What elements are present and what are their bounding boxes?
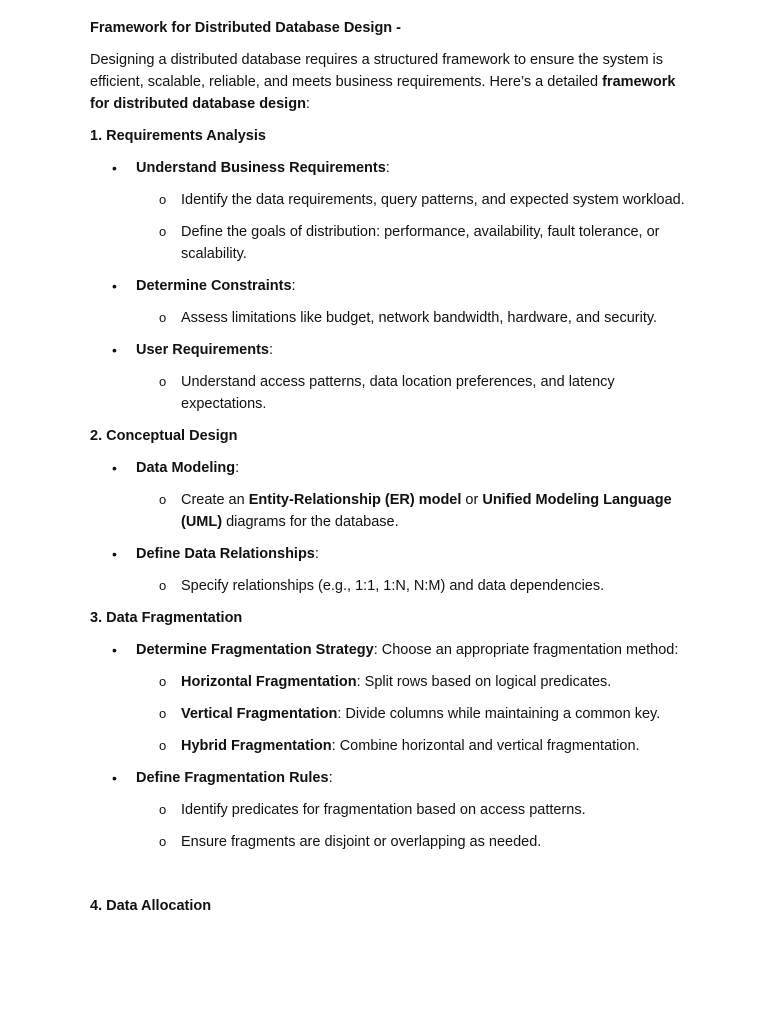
sub-item-bold-text: Hybrid Fragmentation xyxy=(181,738,332,754)
item-label: Data Modeling xyxy=(136,460,236,476)
sub-item-bold-text: Entity-Relationship (ER) model xyxy=(248,492,462,508)
sub-list-item xyxy=(136,575,690,597)
sub-item-text: or xyxy=(461,492,483,508)
sub-list-item xyxy=(136,831,690,853)
bullet-icon: • xyxy=(112,278,117,294)
sub-list xyxy=(136,189,690,265)
bullet-icon: • xyxy=(112,460,117,476)
sub-item-text: diagrams for the database. xyxy=(222,514,399,530)
document-page xyxy=(90,17,690,927)
sub-list-item xyxy=(136,799,690,821)
sub-item-bold-text: Vertical Fragmentation xyxy=(181,706,338,722)
intro-paragraph xyxy=(90,49,690,115)
list-item xyxy=(90,767,690,853)
sub-list-item xyxy=(136,307,690,329)
list-item xyxy=(90,543,690,597)
section-list-requirements xyxy=(90,157,690,415)
sub-list-item xyxy=(136,489,690,533)
item-separator: : xyxy=(268,342,273,358)
intro-tail: : xyxy=(305,96,310,112)
sub-list xyxy=(136,671,690,757)
list-item xyxy=(90,275,690,329)
sub-item-bold-text: Unified Modeling Language (UML) xyxy=(181,492,672,530)
list-item xyxy=(90,339,690,415)
circle-bullet-icon: o xyxy=(159,492,167,507)
sub-item-text: Identify predicates for fragmentation based on access patterns. xyxy=(181,802,586,818)
sub-item-text: : Divide columns while maintaining a common key. xyxy=(337,706,661,722)
section-heading-data-allocation: 4. Data Allocation xyxy=(90,898,212,914)
item-label: User Requirements xyxy=(136,342,269,358)
circle-bullet-icon: o xyxy=(159,224,167,239)
sub-list xyxy=(136,371,690,415)
sub-item-text: : Split rows based on logical predicates. xyxy=(356,674,612,690)
bullet-icon: • xyxy=(112,342,117,358)
sub-list-item xyxy=(136,371,690,415)
sub-item-text: Assess limitations like budget, network bandwidth, hardware, and security. xyxy=(181,310,658,326)
sub-item-text: Ensure fragments are disjoint or overlapping as needed. xyxy=(181,834,542,850)
circle-bullet-icon: o xyxy=(159,802,167,817)
circle-bullet-icon: o xyxy=(159,738,167,753)
sub-list xyxy=(136,575,690,597)
list-item xyxy=(90,157,690,265)
sub-list xyxy=(136,489,690,533)
item-label: Define Fragmentation Rules xyxy=(136,770,329,786)
section-heading-data-fragmentation: 3. Data Fragmentation xyxy=(90,610,243,626)
sub-item-text: Understand access patterns, data location preferences, and latency expectations. xyxy=(181,374,615,412)
item-separator: : xyxy=(314,546,319,562)
sub-item-text: Create an xyxy=(181,492,249,508)
sub-list-item xyxy=(136,735,690,757)
bullet-icon: • xyxy=(112,160,117,176)
sub-list xyxy=(136,799,690,853)
item-separator: : xyxy=(291,278,296,294)
sub-item-text: Identify the data requirements, query patterns, and expected system workload. xyxy=(181,192,685,208)
bullet-icon: • xyxy=(112,770,117,786)
sub-list xyxy=(136,307,690,329)
section-spacer xyxy=(90,863,690,895)
sub-item-text: Specify relationships (e.g., 1:1, 1:N, N:M) and data dependencies. xyxy=(181,578,605,594)
intro-bold-text: framework for distributed database design xyxy=(90,74,676,112)
item-separator: : xyxy=(385,160,390,176)
circle-bullet-icon: o xyxy=(159,674,167,689)
sub-item-text: : Combine horizontal and vertical fragmentation. xyxy=(331,738,640,754)
section-list-conceptual-design xyxy=(90,457,690,597)
item-separator: : xyxy=(235,460,240,476)
bullet-icon: • xyxy=(112,546,117,562)
document-title: Framework for Distributed Database Design - xyxy=(90,20,402,36)
section-heading-conceptual-design: 2. Conceptual Design xyxy=(90,428,238,444)
item-label: Define Data Relationships xyxy=(136,546,315,562)
sub-list-item xyxy=(136,703,690,725)
item-label: Determine Fragmentation Strategy xyxy=(136,642,374,658)
sub-item-bold-text: Horizontal Fragmentation xyxy=(181,674,357,690)
section-heading-requirements: 1. Requirements Analysis xyxy=(90,128,266,144)
bullet-icon: • xyxy=(112,642,117,658)
item-separator: : Choose an appropriate fragmentation method: xyxy=(373,642,679,658)
circle-bullet-icon: o xyxy=(159,834,167,849)
circle-bullet-icon: o xyxy=(159,578,167,593)
circle-bullet-icon: o xyxy=(159,192,167,207)
item-separator: : xyxy=(328,770,333,786)
sub-list-item xyxy=(136,671,690,693)
list-item xyxy=(90,457,690,533)
circle-bullet-icon: o xyxy=(159,310,167,325)
sub-list-item xyxy=(136,221,690,265)
intro-text: Designing a distributed database requires a structured framework to ensure the system is efficient, scalable, reliable, and meets business requirements. Here’s a detailed xyxy=(90,52,664,90)
circle-bullet-icon: o xyxy=(159,706,167,721)
circle-bullet-icon: o xyxy=(159,374,167,389)
section-list-data-fragmentation xyxy=(90,639,690,853)
list-item xyxy=(90,639,690,757)
sub-list-item xyxy=(136,189,690,211)
sub-item-text: Define the goals of distribution: performance, availability, fault tolerance, or scalability. xyxy=(181,224,660,262)
item-label: Determine Constraints xyxy=(136,278,292,294)
item-label: Understand Business Requirements xyxy=(136,160,386,176)
